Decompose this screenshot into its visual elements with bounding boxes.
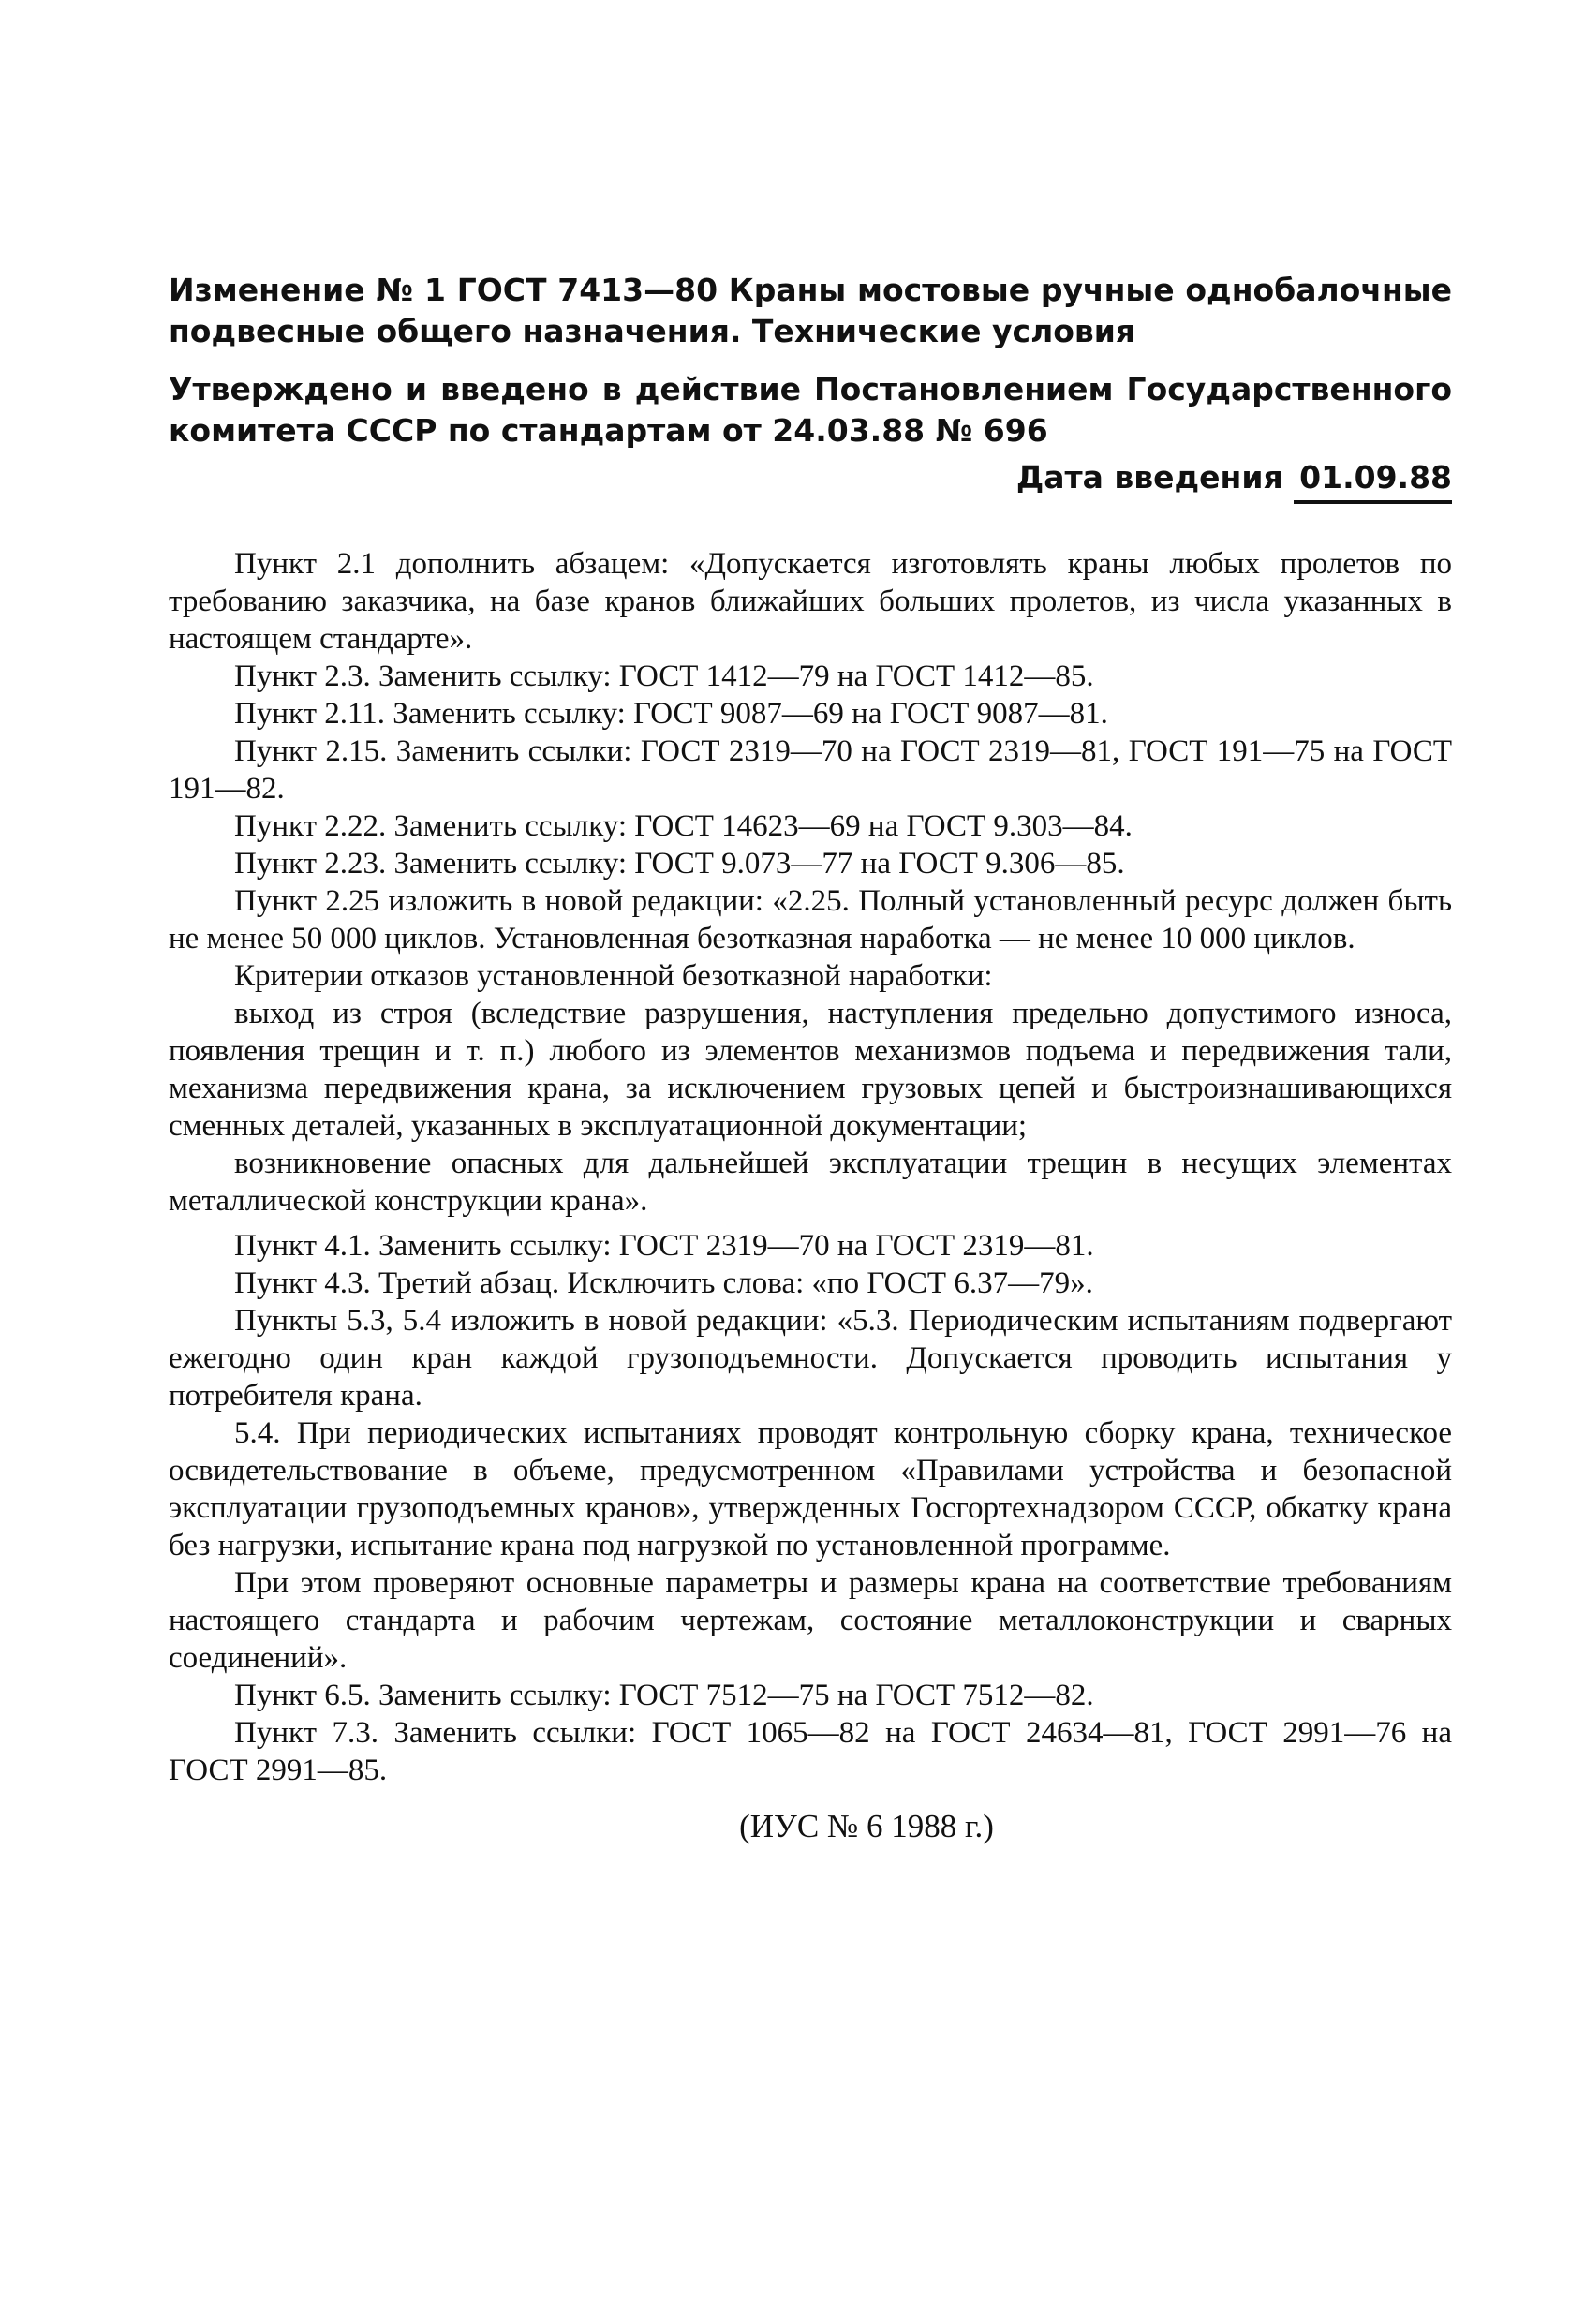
paragraph-failure-item-1: выход из строя (вследствие разрушения, наступления предельно допустимого износа, появления трещин и т. п.) любого из элементов механизмов подъема и передвижения тали, механизма передвижения крана, за исключением грузовых цепей и быстроизнашивающихся сменных деталей, указанных в эксплуатационной документации; <box>169 997 1452 1143</box>
paragraph-inspection: При этом проверяют основные параметры и размеры крана на соответствие требованиям настоящего стандарта и рабочим чертежам, состояние металлоконструкции и сварных соединений». <box>169 1566 1452 1675</box>
paragraph-4-3: Пункт 4.3. Третий абзац. Исключить слова: «по ГОСТ 6.37—79». <box>234 1266 1093 1300</box>
effective-date-value: 01.09.88 <box>1294 457 1452 504</box>
paragraph-4-1: Пункт 4.1. Заменить ссылку: ГОСТ 2319—70 на ГОСТ 2319—81. <box>234 1229 1094 1263</box>
paragraph-5-4: 5.4. При периодических испытаниях проводят контрольную сборку крана, техническое освидетельствование в объеме, предусмотренном «Правилами устройства и безопасной эксплуатации грузоподъемных кранов», утвержденных Госгортехнадзором СССР, обкатку крана без нагрузки, испытание крана под нагрузкой по установленной программе. <box>169 1416 1452 1562</box>
document-title: Изменение № 1 ГОСТ 7413—80 Краны мостовые ручные однобалочные подвесные общего назначения. Технические условия <box>169 272 1452 349</box>
effective-date <box>169 457 1452 504</box>
paragraph-2-22: Пункт 2.22. Заменить ссылку: ГОСТ 14623—69 на ГОСТ 9.303—84. <box>234 809 1133 843</box>
document-page <box>169 270 1452 1847</box>
paragraph-2-23: Пункт 2.23. Заменить ссылку: ГОСТ 9.073—77 на ГОСТ 9.306—85. <box>234 847 1125 881</box>
paragraph-2-25: Пункт 2.25 изложить в новой редакции: «2.25. Полный установленный ресурс должен быть не менее 50 000 циклов. Установленная безотказная наработка — не менее 10 000 циклов. <box>169 884 1452 955</box>
paragraph-2-1: Пункт 2.1 дополнить абзацем: «Допускается изготовлять краны любых пролетов по требованию заказчика, на базе кранов ближайших больших пролетов, из числа указанных в настоящем стандарте». <box>169 547 1452 656</box>
source-reference: (ИУС № 6 1988 г.) <box>739 1808 994 1844</box>
paragraph-2-11: Пункт 2.11. Заменить ссылку: ГОСТ 9087—69 на ГОСТ 9087—81. <box>234 697 1108 731</box>
amendment-body <box>169 545 1452 1789</box>
effective-date-label: Дата введения <box>1015 459 1283 496</box>
paragraph-failure-item-2: возникновение опасных для дальнейшей эксплуатации трещин в несущих элементах металлической конструкции крана». <box>169 1147 1452 1218</box>
paragraph-2-3: Пункт 2.3. Заменить ссылку: ГОСТ 1412—79 на ГОСТ 1412—85. <box>234 659 1094 693</box>
paragraph-6-5: Пункт 6.5. Заменить ссылку: ГОСТ 7512—75 на ГОСТ 7512—82. <box>234 1679 1094 1712</box>
paragraph-failure-criteria: Критерии отказов установленной безотказной наработки: <box>234 959 993 993</box>
paragraph-7-3: Пункт 7.3. Заменить ссылки: ГОСТ 1065—82 на ГОСТ 24634—81, ГОСТ 2991—76 на ГОСТ 2991—85. <box>169 1716 1452 1787</box>
paragraph-2-15: Пункт 2.15. Заменить ссылки: ГОСТ 2319—70 на ГОСТ 2319—81, ГОСТ 191—75 на ГОСТ 191—82. <box>169 734 1452 806</box>
approval-statement: Утверждено и введено в действие Постановлением Государственного комитета СССР по стандартам от 24.03.88 № 696 <box>169 371 1452 449</box>
paragraph-5-3: Пункты 5.3, 5.4 изложить в новой редакции: «5.3. Периодическим испытаниям подвергают ежегодно один кран каждой грузоподъемности. Допускается проводить испытания у потребителя крана. <box>169 1304 1452 1413</box>
